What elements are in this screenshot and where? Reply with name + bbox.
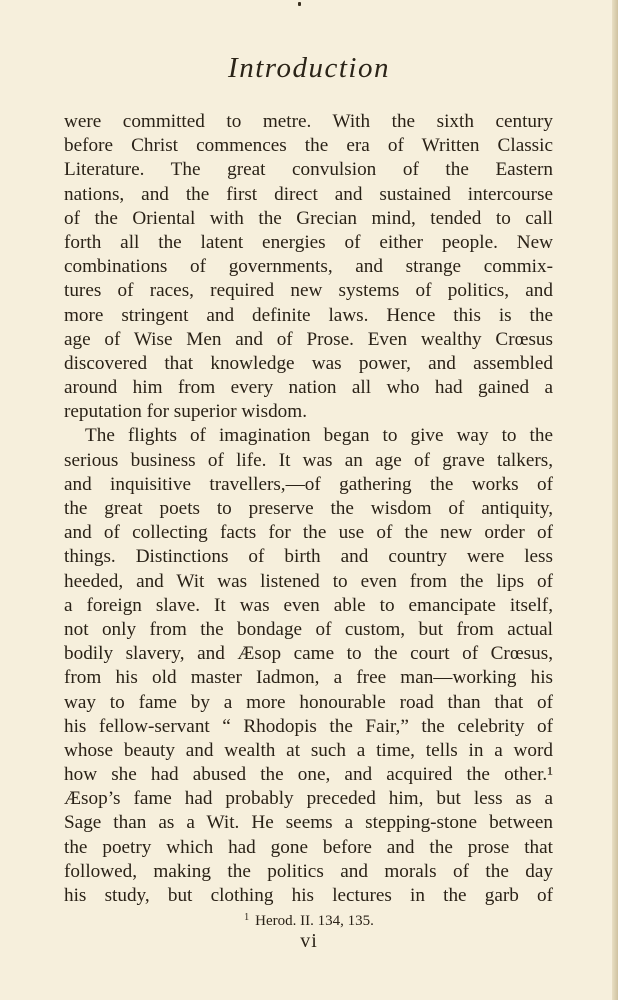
text-line: followed, making the politics and morals of the day xyxy=(64,860,553,882)
text-line: before Christ commences the era of Written Classic xyxy=(64,135,553,157)
footnote xyxy=(0,912,618,930)
page-number: vi xyxy=(300,930,318,952)
text-line: age of Wise Men and of Prose. Even wealthy Crœsus xyxy=(64,328,553,350)
print-speck xyxy=(298,2,301,6)
text-line: way to fame by a more honourable road than that of xyxy=(64,691,553,713)
text-line: forth all the latent energies of either people. New xyxy=(64,231,553,253)
text-line: Sage than as a Wit. He seems a stepping-stone between xyxy=(64,812,553,834)
text-line: discovered that knowledge was power, and assembled xyxy=(64,352,553,374)
text-line: combinations of governments, and strange commix- xyxy=(64,256,553,278)
text-line: and inquisitive travellers,—of gathering the works of xyxy=(64,473,553,495)
text-line: reputation for superior wisdom. xyxy=(64,401,307,423)
text-line: Literature. The great convulsion of the Eastern xyxy=(64,159,553,181)
text-line: whose beauty and wealth at such a time, tells in a word xyxy=(64,739,553,761)
text-line: the poetry which had gone before and the prose that xyxy=(64,836,553,858)
text-line: were committed to metre. With the sixth century xyxy=(64,111,553,132)
text-line: serious business of life. It was an age of grave talkers, xyxy=(64,449,553,471)
text-line: of the Oriental with the Grecian mind, tended to call xyxy=(64,207,553,229)
text-line: a foreign slave. It was even able to emancipate itself, xyxy=(64,594,553,616)
text-line: things. Distinctions of birth and country were less xyxy=(64,546,553,568)
text-line: nations, and the first direct and sustained intercourse xyxy=(64,183,553,205)
body-text xyxy=(64,110,553,908)
text-line: bodily slavery, and Æsop came to the court of Crœsus, xyxy=(64,643,553,665)
text-line: the great poets to preserve the wisdom of antiquity, xyxy=(64,498,553,519)
text-line: how she had abused the one, and acquired the other.¹ xyxy=(64,764,553,786)
text-line: tures of races, required new systems of politics, and xyxy=(64,280,553,302)
running-head: Introduction xyxy=(228,52,390,84)
footnote-marker: 1 xyxy=(244,912,250,923)
text-line: and of collecting facts for the use of the new order of xyxy=(64,522,553,544)
text-line: Æsop’s fame had probably preceded him, but less as a xyxy=(64,788,553,810)
text-line: from his old master Iadmon, a free man—working his xyxy=(64,667,553,689)
text-line: heeded, and Wit was listened to even from the lips of xyxy=(64,570,553,592)
footnote-text: Herod. II. 134, 135. xyxy=(255,913,374,929)
page-edge xyxy=(612,0,618,1000)
text-line: around him from every nation all who had gained a xyxy=(64,377,553,399)
text-line: his fellow-servant “ Rhodopis the Fair,” the celebrity of xyxy=(64,715,553,737)
text-line: not only from the bondage of custom, but from actual xyxy=(64,618,553,640)
text-line: The flights of imagination began to give way to the xyxy=(85,425,553,447)
text-line: more stringent and definite laws. Hence this is the xyxy=(64,304,553,326)
text-line: his study, but clothing his lectures in the garb of xyxy=(64,885,553,906)
